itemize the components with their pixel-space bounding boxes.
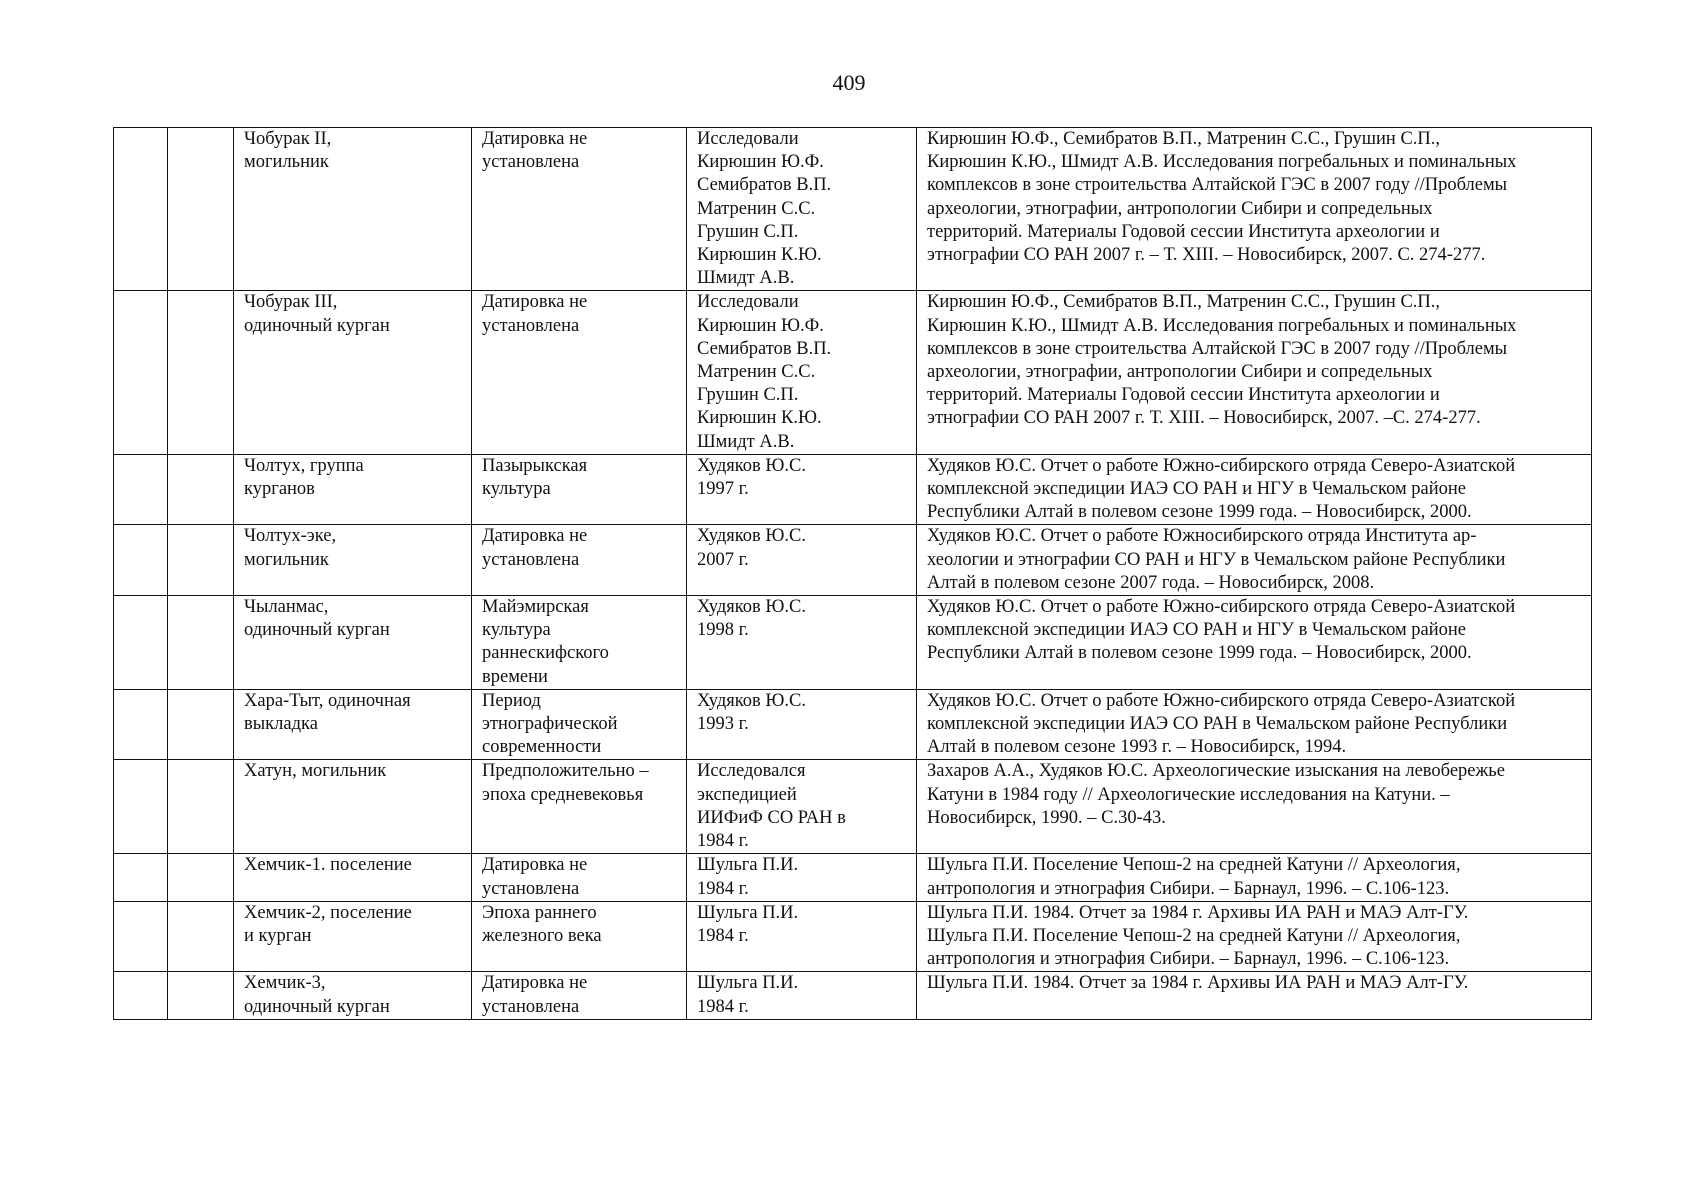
- dating-line: раннескифского: [482, 643, 609, 664]
- site-name-line: Хемчик-3,: [244, 973, 326, 994]
- researchers-line: Грушин С.П.: [697, 221, 799, 242]
- literature-line: Шульга П.И. Поселение Чепош-2 на средней Катуни // Археология,: [927, 855, 1461, 876]
- dating-line: установлена: [482, 549, 580, 570]
- site-name-cell: [234, 596, 472, 690]
- site-name-cell: [234, 454, 472, 525]
- researchers-cell: [687, 689, 917, 760]
- researchers-line: Исследовали: [697, 129, 799, 149]
- dating-cell: [472, 128, 687, 291]
- dating-line: Пазырыкская: [482, 455, 588, 476]
- site-name-line: одиночный курган: [244, 620, 390, 641]
- literature-line: Худяков Ю.С. Отчет о работе Южно-сибирского отряда Северо-Азиатской: [927, 690, 1516, 711]
- researchers-line: ИИФиФ СО РАН в: [697, 807, 846, 828]
- site-name-cell: [234, 291, 472, 454]
- dating-line: культура: [482, 620, 551, 641]
- researchers-line: экспедицией: [697, 784, 797, 805]
- row-number-cell: [114, 291, 168, 454]
- row-subnumber-cell: [168, 525, 234, 596]
- site-name-cell: [234, 901, 472, 972]
- researchers-line: Кирюшин К.Ю.: [697, 408, 822, 429]
- table-body: [114, 128, 1592, 1020]
- literature-line: антропология и этнография Сибири. – Барнаул, 1996. – С.106-123.: [927, 878, 1450, 899]
- researchers-line: Кирюшин К.Ю.: [697, 245, 822, 266]
- literature-line: Худяков Ю.С. Отчет о работе Южносибирского отряда Института ар-: [927, 526, 1477, 547]
- row-subnumber-cell: [168, 454, 234, 525]
- literature-line: Кирюшин Ю.Ф., Семибратов В.П., Матренин С.С., Грушин С.П.,: [927, 292, 1441, 313]
- site-name-line: Хемчик-2, поселение: [244, 902, 412, 923]
- site-name-cell: [234, 525, 472, 596]
- literature-line: этнографии СО РАН 2007 г. Т. XIII. – Новосибирск, 2007. –С. 274-277.: [927, 408, 1481, 429]
- dating-line: культура: [482, 479, 551, 500]
- literature-cell: [917, 454, 1592, 525]
- researchers-line: Кирюшин Ю.Ф.: [697, 315, 824, 336]
- dating-cell: [472, 525, 687, 596]
- literature-line: хеологии и этнографии СО РАН и НГУ в Чемальском районе Республики: [927, 549, 1506, 570]
- literature-line: Кирюшин Ю.Ф., Семибратов В.П., Матренин С.С., Грушин С.П.,: [927, 129, 1441, 149]
- researchers-cell: [687, 291, 917, 454]
- literature-line: территорий. Материалы Годовой сессии Института археологии и: [927, 221, 1440, 242]
- literature-cell: [917, 854, 1592, 901]
- row-subnumber-cell: [168, 291, 234, 454]
- researchers-line: Грушин С.П.: [697, 385, 799, 406]
- site-name-line: одиночный курган: [244, 315, 390, 336]
- dating-line: Датировка не: [482, 855, 588, 876]
- site-name-line: могильник: [244, 152, 329, 173]
- row-subnumber-cell: [168, 596, 234, 690]
- literature-line: комплексной экспедиции ИАЭ СО РАН и НГУ в Чемальском районе: [927, 479, 1467, 500]
- site-name-cell: [234, 128, 472, 291]
- researchers-line: 2007 г.: [697, 549, 749, 570]
- literature-line: Худяков Ю.С. Отчет о работе Южно-сибирского отряда Северо-Азиатской: [927, 597, 1516, 618]
- dating-cell: [472, 689, 687, 760]
- site-name-line: одиночный курган: [244, 996, 390, 1017]
- dating-cell: [472, 291, 687, 454]
- page-number: 409: [832, 70, 866, 95]
- literature-line: Катуни в 1984 году // Археологические исследования на Катуни. –: [927, 784, 1450, 805]
- researchers-line: 1984 г.: [697, 996, 749, 1017]
- row-number-cell: [114, 972, 168, 1019]
- researchers-line: Шульга П.И.: [697, 855, 799, 876]
- site-name-cell: [234, 972, 472, 1019]
- site-name-line: Чыланмас,: [244, 597, 329, 618]
- literature-line: Кирюшин К.Ю., Шмидт А.В. Исследования погребальных и поминальных: [927, 315, 1517, 336]
- row-subnumber-cell: [168, 760, 234, 854]
- researchers-line: Худяков Ю.С.: [697, 597, 807, 618]
- row-number-cell: [114, 128, 168, 291]
- table-row: [114, 854, 1592, 901]
- researchers-line: Семибратов В.П.: [697, 338, 832, 359]
- site-name-line: Хемчик-1. поселение: [244, 855, 412, 876]
- literature-line: комплексов в зоне строительства Алтайской ГЭС в 2007 году //Проблемы: [927, 338, 1508, 359]
- researchers-cell: [687, 854, 917, 901]
- literature-line: этнографии СО РАН 2007 г. – Т. XIII. – Новосибирск, 2007. С. 274-277.: [927, 245, 1486, 266]
- literature-line: комплексов в зоне строительства Алтайской ГЭС в 2007 году //Проблемы: [927, 175, 1508, 196]
- literature-cell: [917, 525, 1592, 596]
- dating-line: эпоха средневековья: [482, 784, 644, 805]
- row-subnumber-cell: [168, 901, 234, 972]
- dating-line: современности: [482, 737, 602, 758]
- site-name-line: Чобурак III,: [244, 292, 338, 313]
- row-subnumber-cell: [168, 689, 234, 760]
- literature-line: Новосибирск, 1990. – С.30-43.: [927, 807, 1166, 828]
- researchers-cell: [687, 972, 917, 1019]
- site-name-cell: [234, 689, 472, 760]
- literature-line: Шульга П.И. 1984. Отчет за 1984 г. Архивы ИА РАН и МАЭ Алт-ГУ.: [927, 973, 1469, 994]
- row-number-cell: [114, 760, 168, 854]
- researchers-line: 1984 г.: [697, 878, 749, 899]
- site-name-cell: [234, 760, 472, 854]
- researchers-line: Шульга П.И.: [697, 902, 799, 923]
- row-number-cell: [114, 901, 168, 972]
- researchers-line: Исследовали: [697, 292, 799, 313]
- dating-cell: [472, 596, 687, 690]
- dating-line: этнографической: [482, 714, 618, 735]
- literature-line: комплексной экспедиции ИАЭ СО РАН в Чемальском районе Республики: [927, 714, 1508, 735]
- researchers-line: Шульга П.И.: [697, 973, 799, 994]
- researchers-line: Худяков Ю.С.: [697, 526, 807, 547]
- table-row: [114, 525, 1592, 596]
- literature-cell: [917, 972, 1592, 1019]
- site-name-line: и курган: [244, 925, 312, 946]
- literature-line: Кирюшин К.Ю., Шмидт А.В. Исследования погребальных и поминальных: [927, 152, 1517, 173]
- literature-line: антропология и этнография Сибири. – Барнаул, 1996. – С.106-123.: [927, 949, 1450, 970]
- researchers-line: 1998 г.: [697, 620, 749, 641]
- literature-line: Республики Алтай в полевом сезоне 1999 года. – Новосибирск, 2000.: [927, 643, 1472, 664]
- row-subnumber-cell: [168, 128, 234, 291]
- dating-line: установлена: [482, 315, 580, 336]
- dating-cell: [472, 854, 687, 901]
- dating-line: Майэмирская: [482, 597, 589, 618]
- researchers-line: Худяков Ю.С.: [697, 455, 807, 476]
- dating-line: Датировка не: [482, 129, 588, 149]
- table-row: [114, 689, 1592, 760]
- literature-line: Алтай в полевом сезоне 1993 г. – Новосибирск, 1994.: [927, 737, 1347, 758]
- researchers-cell: [687, 454, 917, 525]
- researchers-line: 1997 г.: [697, 479, 749, 500]
- literature-line: археологии, этнографии, антропологии Сибири и сопредельных: [927, 198, 1433, 219]
- row-subnumber-cell: [168, 972, 234, 1019]
- researchers-cell: [687, 596, 917, 690]
- dating-line: Датировка не: [482, 292, 588, 313]
- dating-cell: [472, 760, 687, 854]
- site-name-cell: [234, 854, 472, 901]
- table-row: [114, 454, 1592, 525]
- literature-cell: [917, 128, 1592, 291]
- literature-line: Худяков Ю.С. Отчет о работе Южно-сибирского отряда Северо-Азиатской: [927, 455, 1516, 476]
- researchers-line: Исследовался: [697, 761, 806, 782]
- researchers-line: 1984 г.: [697, 831, 749, 852]
- table-row: [114, 901, 1592, 972]
- literature-line: Шульга П.И. 1984. Отчет за 1984 г. Архивы ИА РАН и МАЭ Алт-ГУ.: [927, 902, 1469, 923]
- literature-line: Шульга П.И. Поселение Чепош-2 на средней Катуни // Археология,: [927, 925, 1461, 946]
- literature-cell: [917, 901, 1592, 972]
- site-name-line: Чолтух, группа: [244, 455, 364, 476]
- row-subnumber-cell: [168, 854, 234, 901]
- researchers-line: Матренин С.С.: [697, 198, 816, 219]
- dating-line: Эпоха раннего: [482, 902, 597, 923]
- researchers-line: Кирюшин Ю.Ф.: [697, 152, 824, 173]
- literature-line: археологии, этнографии, антропологии Сибири и сопредельных: [927, 362, 1433, 383]
- dating-line: установлена: [482, 152, 580, 173]
- dating-line: установлена: [482, 878, 580, 899]
- row-number-cell: [114, 689, 168, 760]
- researchers-line: Шмидт А.В.: [697, 431, 795, 452]
- site-name-line: Хара-Тыт, одиночная: [244, 690, 411, 711]
- literature-cell: [917, 291, 1592, 454]
- dating-line: Предположительно –: [482, 761, 649, 782]
- dating-line: Датировка не: [482, 973, 588, 994]
- site-name-line: выкладка: [244, 714, 318, 735]
- literature-line: Алтай в полевом сезоне 2007 года. – Новосибирск, 2008.: [927, 572, 1375, 593]
- sites-registry-table: [113, 127, 1592, 1020]
- dating-cell: [472, 901, 687, 972]
- dating-line: Период: [482, 690, 541, 711]
- literature-cell: [917, 689, 1592, 760]
- dating-line: установлена: [482, 996, 580, 1017]
- researchers-cell: [687, 760, 917, 854]
- table-row: [114, 128, 1592, 291]
- row-number-cell: [114, 454, 168, 525]
- site-name-line: могильник: [244, 549, 329, 570]
- researchers-cell: [687, 128, 917, 291]
- literature-cell: [917, 760, 1592, 854]
- dating-cell: [472, 972, 687, 1019]
- researchers-line: 1993 г.: [697, 714, 749, 735]
- dating-line: Датировка не: [482, 526, 588, 547]
- table-row: [114, 972, 1592, 1019]
- researchers-line: Семибратов В.П.: [697, 175, 832, 196]
- row-number-cell: [114, 854, 168, 901]
- literature-cell: [917, 596, 1592, 690]
- site-name-line: курганов: [244, 479, 315, 500]
- literature-line: комплексной экспедиции ИАЭ СО РАН и НГУ в Чемальском районе: [927, 620, 1467, 641]
- literature-line: Республики Алтай в полевом сезоне 1999 года. – Новосибирск, 2000.: [927, 502, 1472, 523]
- researchers-line: Шмидт А.В.: [697, 268, 795, 289]
- table-row: [114, 291, 1592, 454]
- researchers-line: 1984 г.: [697, 925, 749, 946]
- site-name-line: Чолтух-эке,: [244, 526, 337, 547]
- researchers-cell: [687, 525, 917, 596]
- literature-line: территорий. Материалы Годовой сессии Института археологии и: [927, 385, 1440, 406]
- dating-line: времени: [482, 666, 548, 687]
- dating-line: железного века: [482, 925, 602, 946]
- dating-cell: [472, 454, 687, 525]
- site-name-line: Хатун, могильник: [244, 761, 387, 782]
- researchers-line: Матренин С.С.: [697, 362, 816, 383]
- researchers-cell: [687, 901, 917, 972]
- table-row: [114, 760, 1592, 854]
- site-name-line: Чобурак II,: [244, 129, 332, 149]
- table-row: [114, 596, 1592, 690]
- row-number-cell: [114, 525, 168, 596]
- researchers-line: Худяков Ю.С.: [697, 690, 807, 711]
- row-number-cell: [114, 596, 168, 690]
- literature-line: Захаров А.А., Худяков Ю.С. Археологические изыскания на левобережье: [927, 761, 1505, 782]
